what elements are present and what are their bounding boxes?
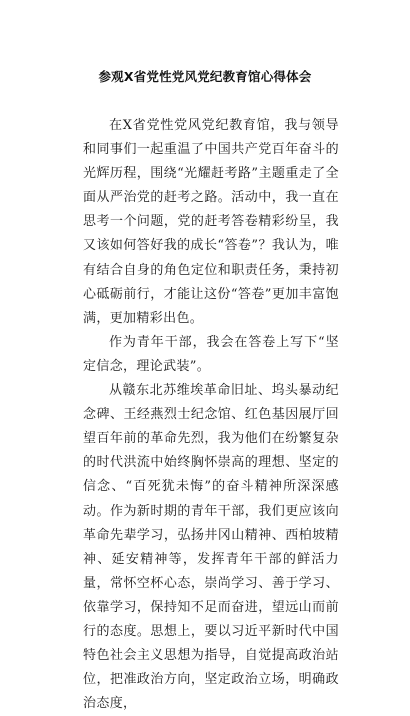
paragraph-2: 作为青年干部，我会在答卷上写下“坚定信念，理论武装”。: [83, 334, 339, 374]
document-title: 参观X省党性党风党纪教育馆心得体会: [98, 69, 312, 84]
document-body: [83, 114, 339, 716]
paragraph-3: 从赣东北苏维埃革命旧址、坞头暴动纪念碑、王经燕烈士纪念馆、红色基因展厅回望百年前的革命先烈，我为他们在纷繁复杂的时代洪流中始终胸怀崇高的理想、坚定的信念、“百死犹未悔”的奋斗精神所深深感动。作为新时期的青年干部，我们更应该向革命先辈学习，弘扬井冈山精神、西柏坡精神、延安精神等，发挥青年干部的鲜活力量，常怀空杯心态，崇尚学习、善于学习、依靠学习，保持知不足而奋进，望远山而前行的态度。思想上，要以习近平新时代中国特色社会主义思想为指导，自觉提高政治站位，把准政治方向，坚定政治立场，明确政治态度，: [83, 383, 339, 712]
paragraph-1: 在X省党性党风党纪教育馆，我与领导和同事们一起重温了中国共产党百年奋斗的光辉历程，围绕“光耀赶考路”主题重走了全面从严治党的赶考之路。活动中，我一直在思考一个问题，党的赶考答卷精彩纷呈，我又该如何答好我的成长“答卷”？我认为，唯有结合自身的角色定位和职责任务，秉持初心砥砺前行，才能让这份“答卷”更加丰富饱满，更加精彩出色。: [83, 118, 339, 326]
